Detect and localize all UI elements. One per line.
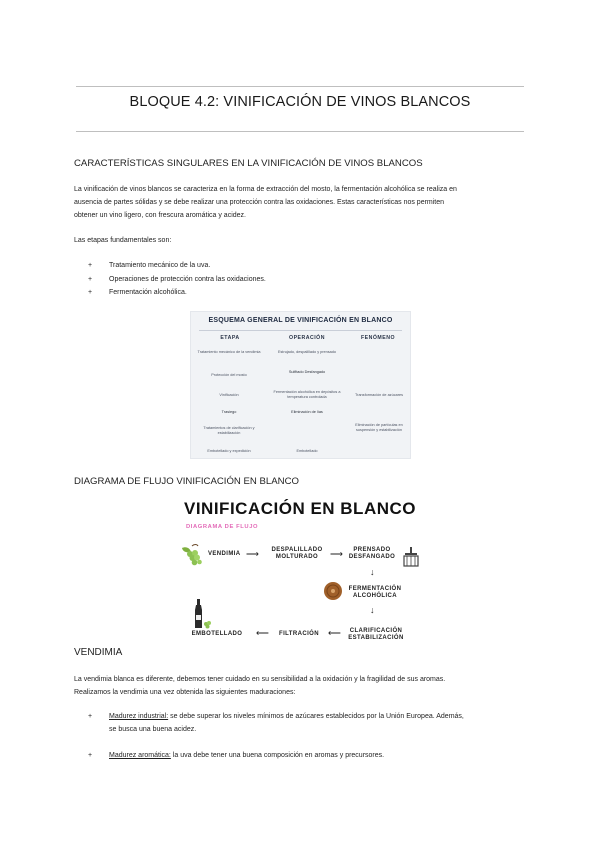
step-despalillado xyxy=(266,547,328,561)
bullet-marker: + xyxy=(88,752,93,759)
flow-subtitle: DIAGRAMA DE FLUJO xyxy=(186,524,259,530)
list-item-text: Operaciones de protección contra las oxidaciones. xyxy=(109,275,266,283)
scheme-cell: Eliminación de partículas en suspensión y estabilización xyxy=(355,423,403,433)
madurez-industrial-item xyxy=(88,710,528,736)
scheme-cell: Trasiego xyxy=(221,410,237,414)
stages-list xyxy=(88,259,266,300)
arrow-down-icon: ↓ xyxy=(370,605,375,615)
bullet-marker: + xyxy=(88,713,93,720)
item-label: Madurez industrial: xyxy=(109,713,169,720)
top-rule xyxy=(76,86,524,87)
press-icon xyxy=(402,547,420,567)
section-heading-diagrama: DIAGRAMA DE FLUJO VINIFICACIÓN EN BLANCO xyxy=(74,476,299,487)
scheme-cell: Embotellado y expedición xyxy=(207,449,251,453)
arrow-left-icon: ⟵ xyxy=(256,628,269,638)
step-clarificacion xyxy=(344,628,408,642)
list-item xyxy=(88,286,266,300)
scheme-title: ESQUEMA GENERAL DE VINIFICACIÓN EN BLANCO xyxy=(208,317,393,324)
list-item xyxy=(88,273,266,287)
section-heading-vendimia: VENDIMIA xyxy=(74,647,123,658)
step-filtracion: FILTRACIÓN xyxy=(279,631,319,637)
step-line: ESTABILIZACIÓN xyxy=(348,635,404,641)
title-rule xyxy=(76,131,524,132)
scheme-cell: Transformación de azúcares xyxy=(355,393,403,397)
scheme-col-fenomeno: FENÓMENO xyxy=(361,335,395,341)
list-item xyxy=(88,710,528,736)
item-text: se debe superar los niveles mínimos de azúcares establecidos por la Unión Europea. Además, xyxy=(168,713,464,720)
paragraph-line: ausencia de partes sólidas y se debe realizar una protección contra las oxidaciones. Estas características nos permiten xyxy=(74,199,445,206)
grape-icon xyxy=(180,544,204,566)
flow-diagram xyxy=(178,495,424,640)
step-line: PRENSADO xyxy=(353,547,391,553)
scheme-cell: Fermentación alcohólica en depósitos a temperatura controlada xyxy=(273,390,341,400)
bullet-marker: + xyxy=(88,262,93,269)
scheme-divider xyxy=(199,330,402,331)
step-prensado xyxy=(344,547,400,561)
list-item-text: Tratamiento mecánico de la uva. xyxy=(109,262,211,269)
paragraph-line: obtener un vino ligero, con frescura aromática y acidez. xyxy=(74,212,246,219)
step-fermentacion xyxy=(344,586,406,600)
list-item xyxy=(88,259,266,273)
madurez-aromatica-item xyxy=(88,749,528,762)
scheme-cell: Eliminación de lías xyxy=(291,410,323,414)
step-line: CLARIFICACIÓN xyxy=(349,628,403,634)
list-item-text: Fermentación alcohólica. xyxy=(109,289,187,296)
scheme-cell: Tratamientos de clarificación y estabilización xyxy=(203,426,255,436)
paragraph-line: La vinificación de vinos blancos se caracteriza en la forma de extracción del mosto, la fermentación alcohólica se realiza en xyxy=(74,186,457,193)
stages-intro: Las etapas fundamentales son: xyxy=(74,237,172,244)
item-text: la uva debe tener una buena composición en aromas y precursores. xyxy=(170,752,385,759)
step-line: ALCOHÓLICA xyxy=(353,593,397,599)
arrow-down-icon: ↓ xyxy=(370,567,375,577)
step-line: DESFANGADO xyxy=(348,554,396,560)
arrow-left-icon: ⟵ xyxy=(328,628,341,638)
scheme-figure xyxy=(190,311,411,459)
scheme-cell: Tratamiento mecánico de la vendimia xyxy=(197,350,261,354)
step-line: DESPALILLADO xyxy=(271,547,323,553)
arrow-right-icon: ⟶ xyxy=(246,549,259,559)
paragraph-line: Realizamos la vendimia una vez obtenida las siguientes maduraciones: xyxy=(74,689,296,696)
bullet-marker: + xyxy=(88,289,93,296)
step-line: MOLTURADO xyxy=(275,554,319,560)
page-title: BLOQUE 4.2: VINIFICACIÓN DE VINOS BLANCOS xyxy=(129,94,471,110)
list-item xyxy=(88,749,528,762)
scheme-cell: Sulfitado Desfangado xyxy=(288,370,326,374)
bullet-marker: + xyxy=(88,275,93,283)
step-embotellado: EMBOTELLADO xyxy=(191,631,243,637)
step-vendimia: VENDIMIA xyxy=(208,551,241,557)
section-heading-caracteristicas: CARACTERÍSTICAS SINGULARES EN LA VINIFICACIÓN DE VINOS BLANCOS xyxy=(74,158,423,169)
item-label: Madurez aromática: xyxy=(109,752,171,759)
arrow-right-icon: ⟶ xyxy=(330,549,343,559)
vendimia-paragraph xyxy=(74,673,529,699)
bottle-icon xyxy=(192,599,212,629)
step-line: FERMENTACIÓN xyxy=(348,586,402,592)
item-text-line2: se busca una buena acidez. xyxy=(109,726,197,733)
scheme-cell: Protección del mosto xyxy=(211,373,247,377)
scheme-cell: Estrujado, despalillado y prensado xyxy=(277,350,337,354)
intro-paragraph xyxy=(74,183,529,222)
scheme-cell: Embotellado xyxy=(296,449,318,453)
barrel-icon xyxy=(323,581,343,601)
flow-title: VINIFICACIÓN EN BLANCO xyxy=(184,499,416,518)
scheme-col-etapa: ETAPA xyxy=(220,335,240,341)
scheme-cell: Vinificación xyxy=(219,393,239,397)
paragraph-line: La vendimia blanca es diferente, debemos tener cuidado en su sensibilidad a la oxidación y la fragilidad de sus aromas. xyxy=(74,676,446,683)
scheme-col-operacion: OPERACIÓN xyxy=(289,335,325,341)
